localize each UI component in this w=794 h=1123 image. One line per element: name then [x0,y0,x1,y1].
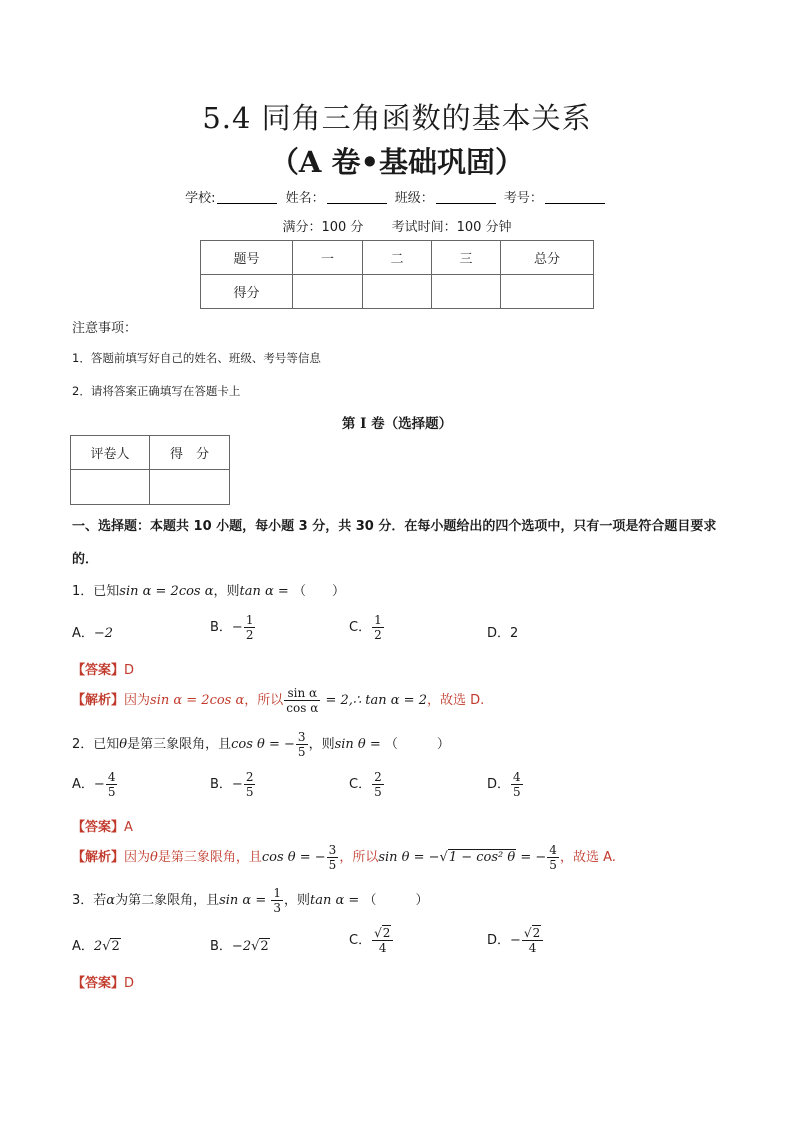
header-cell: 一 [293,241,363,275]
answer-value: D [124,663,135,678]
option-c[interactable] [349,613,385,642]
option-sign: − [231,620,243,635]
math: = − [516,850,547,865]
score-cell[interactable] [363,275,432,309]
analysis-tag: 【解析】 [72,850,125,865]
denominator: 4 [528,941,537,955]
answer-2 [72,816,133,835]
school-label: 学校: [185,191,216,206]
option-c[interactable] [349,926,394,955]
numerator: sin α [284,686,320,701]
page-title: 5.4 同角三角函数的基本关系 [202,101,592,135]
text: ，所以 [339,850,379,865]
numerator: 4 [107,770,116,784]
class-blank[interactable] [436,191,496,204]
analysis-1 [72,686,484,715]
text: 因为 [124,850,151,865]
option-label: A． [72,626,94,641]
page-subtitle: （A 卷•基础巩固） [269,145,525,179]
option-label: C． [349,620,372,635]
grader-score-label: 得 分 [150,436,230,470]
text: 2．已知 [72,737,120,752]
option-label: D． [487,933,511,948]
option-label: C． [349,777,372,792]
option-value: −2 [93,626,114,641]
option-sign: − [510,933,521,948]
text: ，故选 A. [559,850,616,865]
math: sin θ = [334,737,385,752]
fraction [296,730,308,759]
score-row [201,275,594,309]
header-cell: 总分 [501,241,594,275]
fraction [327,843,339,872]
question-1-stem [72,580,345,599]
radicand: 1 − cos² θ [448,850,516,865]
numerator: 4 [549,843,557,857]
option-value: 2 [510,626,519,641]
fraction [372,613,384,642]
option-label: B． [210,620,232,635]
text: 是第三象限角，且 [157,850,262,865]
name-blank[interactable] [327,191,387,204]
sqrt: √2 [523,926,541,940]
sqrt: √2 [251,939,269,954]
fraction [372,770,384,799]
fraction [244,770,256,799]
text: ，所以 [244,693,284,708]
text: 是第三象限角，且 [127,737,232,752]
analysis-tag: 【解析】 [72,693,125,708]
numerator [372,926,393,941]
option-d[interactable] [487,926,544,955]
option-c[interactable] [349,770,385,799]
option-sign: − [231,777,243,792]
grader-label: 评卷人 [71,436,150,470]
option-label: B． [210,939,232,954]
sqrt: √2 [374,926,391,940]
fraction [522,926,543,955]
text: ，则 [308,737,335,752]
option-label: D． [487,626,511,641]
class-label: 班级： [394,191,434,206]
math: α [106,893,116,908]
option-coefficient: 2 [93,939,103,954]
math: cos θ = − [231,737,295,752]
header-cell: 二 [363,241,432,275]
question-3-stem [72,886,428,915]
radicand: 2 [111,939,120,954]
exam-time: 考试时间：100 分钟 [391,220,512,235]
score-cell[interactable] [501,275,594,309]
option-coefficient: −2 [231,939,252,954]
grader-cell[interactable] [71,470,150,505]
option-d[interactable] [487,770,524,799]
denominator: 5 [549,858,557,872]
option-label: A． [72,777,94,792]
text: ，故选 D. [426,693,485,708]
math: θ [119,737,128,752]
denominator: 5 [245,785,254,799]
option-label: A． [72,939,94,954]
fraction [372,926,393,955]
math: sin α = 2cos α [119,584,214,599]
answer-3 [72,972,134,991]
math: tan α = [310,893,364,908]
text: 为第二象限角，且 [115,893,220,908]
text: 因为 [124,693,151,708]
numerator [522,926,543,941]
fraction [244,613,256,642]
numerator: 4 [513,770,521,784]
numerator: 2 [374,770,382,784]
sqrt: √2 [102,939,120,954]
denominator: 5 [513,785,521,799]
header-cell: 题号 [201,241,293,275]
math: sin θ = − [378,850,440,865]
fraction [511,770,523,799]
option-d[interactable] [487,622,518,641]
school-blank[interactable] [217,191,277,204]
denominator: 3 [273,901,281,915]
option-label: C． [349,933,372,948]
denominator: 5 [107,785,116,799]
score-cell[interactable] [432,275,501,309]
answer-tag: 【答案】 [72,976,125,991]
numerator: 1 [245,613,254,627]
note-item: 2．请将答案正确填写在答题卡上 [72,384,241,398]
denominator: 4 [378,941,387,955]
numerator: 2 [245,770,254,784]
option-b[interactable] [210,770,256,799]
radicand: 2 [532,926,541,940]
part-one-instructions: 一、选择题：本题共 10 小题，每小题 3 分，共 30 分．在每小题给出的四个选项中，只有一项是符合题目要求的． [72,519,717,567]
answer-1 [72,659,134,678]
score-table [200,240,594,309]
denominator: cos α [286,701,319,715]
numerator: 1 [273,886,281,900]
option-label: B． [210,777,232,792]
answer-tag: 【答案】 [72,663,125,678]
fraction [547,843,559,872]
text: ，则 [284,893,311,908]
numerator: 1 [374,613,382,627]
grader-table [70,435,230,505]
denominator: 5 [374,785,382,799]
text: （ ） [292,584,345,599]
answer-value: D [124,976,135,991]
math: sin α = 2cos α [150,693,245,708]
analysis-2 [72,843,616,872]
fraction [106,770,118,799]
text: 1．已知 [72,584,120,599]
sqrt: √1 − cos² θ [439,850,516,865]
exam-number-label: 考号： [503,191,543,206]
denominator: 2 [374,628,382,642]
full-score: 满分：100 分 [282,220,364,235]
option-a[interactable] [72,622,113,641]
text: 3．若 [72,893,107,908]
option-label: D． [487,777,511,792]
fraction [271,886,283,915]
text: （ ） [384,737,450,752]
math: = 2,∴ tan α = 2 [321,693,427,708]
denominator: 5 [328,858,337,872]
option-b[interactable] [210,935,270,954]
score-cell[interactable] [293,275,363,309]
option-a[interactable] [72,770,118,799]
math: θ [150,850,158,865]
option-b[interactable] [210,613,256,642]
name-label: 姓名： [285,191,325,206]
row-label: 得分 [201,275,293,309]
note-item: 1．答题前填写好自己的姓名、班级、考号等信息 [72,351,321,365]
text: （ ） [363,893,429,908]
exam-meta [0,216,794,235]
numerator: 3 [328,843,337,857]
numerator: 3 [297,730,306,744]
answer-value: A [124,820,133,835]
option-a[interactable] [72,935,121,954]
answer-tag: 【答案】 [72,820,125,835]
question-2-stem [72,730,450,759]
student-info-line [0,187,794,206]
fraction [284,686,320,715]
header-cell: 三 [432,241,501,275]
exam-number-blank[interactable] [545,191,605,204]
denominator: 5 [297,745,306,759]
radicand: 2 [382,926,391,940]
text: ，则 [213,584,240,599]
math: sin α = [219,893,271,908]
notes-title: 注意事项： [72,321,138,336]
section-title: 第 I 卷（选择题） [341,416,453,432]
denominator: 2 [245,628,254,642]
radicand: 2 [260,939,269,954]
score-header-row [201,241,594,275]
grader-cell[interactable] [150,470,230,505]
math: cos θ = − [261,850,326,865]
option-sign: − [93,777,105,792]
math: tan α = [239,584,293,599]
